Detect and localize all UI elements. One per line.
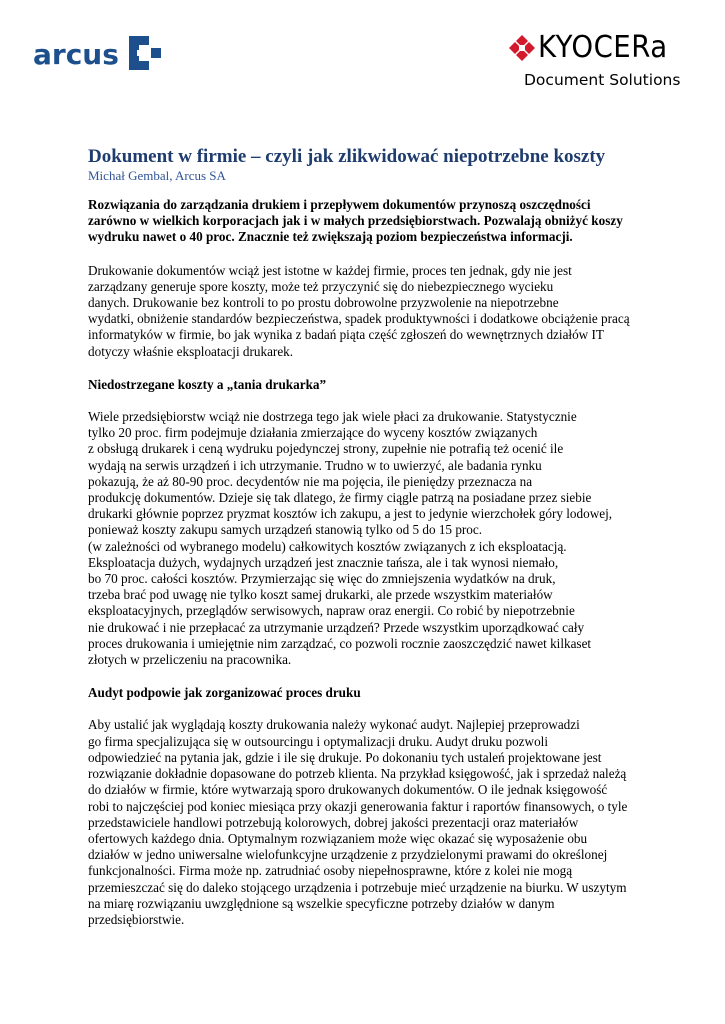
text-line: pokazują, że aż 80-90 proc. decydentów nie ma pojęcia, ile pieniędzy przeznacza na (88, 473, 533, 489)
text-line: zarządzany generuje spore koszty, może też przyczynić się do niebezpiecznego wycieku (88, 278, 554, 294)
text-line: zarówno w wielkich korporacjach jak i w małych przedsiębiorstwach. Pozwalają obniżyć koszy (88, 213, 623, 229)
arcus-logo-text: arcus (33, 38, 119, 71)
text-line: nie drukować i nie przepłacać za utrzymanie urządzeń? Przede wszystkim uporządkować cały (88, 619, 585, 635)
text-line: na miarę rozwiązaniu uwzględnione są wszelkie specyficzne potrzeby działów w danym (88, 895, 555, 911)
text-line: do działów w firmie, które wytwarzają sporo drukowanych dokumentów. O ile jednak księgowość (88, 782, 608, 798)
text-line: produkcję dokumentów. Dzieje się tak dlatego, że firmy ciągle patrzą na posiadane przez siebie (88, 490, 592, 506)
text-line: Aby ustalić jak wyglądają koszty drukowania należy wykonać audyt. Najlepiej przeprowadzi (88, 717, 580, 733)
text-line: drukarki głównie poprzez pryzmat kosztów ich zakupu, a jest to jedynie wierzchołek góry lodowej, (88, 506, 613, 522)
text-line: eksploatacyjnych, przeglądów serwisowych, napraw oraz energii. Co robić by niepotrzebnie (88, 603, 575, 619)
kyocera-wordmark: KYOCERa (538, 30, 668, 65)
section-heading-audit: Audyt podpowie jak zorganizować proces druku (88, 685, 361, 701)
text-line: dotyczy właśnie eksploatacji drukarek. (88, 343, 294, 359)
text-line: działów w jedno uniwersalne wielofunkcyjne urządzenie z przydzielonymi prawami do określonej (88, 847, 608, 863)
text-line: bo 70 proc. całości kosztów. Przymierzając się więc do zmniejszenia wydatków na druk, (88, 571, 556, 587)
text-line: (w zależności od wybranego modelu) całkowitych kosztów związanych z ich eksploatacją. (88, 538, 567, 554)
text-line: ofertowych każdego dnia. Optymalnym rozwiązaniem może więc okazać się wyposażenie obu (88, 830, 588, 846)
text-line: Eksploatacja dużych, wydajnych urządzeń jest znacznie tańsza, ale i tak wynosi niemało, (88, 554, 559, 570)
text-line: odpowiedzieć na pytania jak, gdzie i ile się drukuje. Po dokonaniu tych ustaleń projektowane jest (88, 749, 602, 765)
text-line: rozwiązanie dokładnie dopasowane do potrzeb klienta. Na przykład księgowość, jak i sprzedaż należą (88, 766, 627, 782)
paragraph-intro (88, 263, 648, 360)
text-line: Drukowanie dokumentów wciąż jest istotne w każdej firmie, proces ten jednak, gdy nie jest (88, 262, 572, 278)
text-line: trzeba brać pod uwagę nie tylko koszt samej drukarki, ale przede wszystkim materiałów (88, 587, 553, 603)
text-line: ponieważ koszty zakupu samych urządzeń stanowią tylko od 5 do 15 proc. (88, 522, 483, 538)
text-line: wydatki, obniżenie standardów bezpieczeństwa, spadek produktywności i dodatkowe obciążenie pracą (88, 311, 630, 327)
page-header (0, 0, 725, 110)
text-line: robi to najczęściej pod koniec miesiąca przy okazji generowania faktur i raportów finansowych, o tyle (88, 798, 628, 814)
arcus-logo (33, 28, 163, 78)
paragraph-audit (88, 717, 648, 928)
kyocera-mark-icon (508, 34, 536, 62)
kyocera-logo (508, 30, 683, 92)
paragraph-costs (88, 409, 648, 668)
text-line: przemieszczać się do daleko stojącego urządzenia i potrzebuje mieć urządzenie na biurku. W uszytym (88, 879, 627, 895)
text-line: informatyków w firmie, bo jak wynika z badań piąta część zgłoszeń do wewnętrznych działów IT (88, 327, 604, 343)
text-line: Wiele przedsiębiorstw wciąż nie dostrzega tego jak wiele płaci za drukowanie. Statystycznie (88, 409, 577, 425)
text-line: tylko 20 proc. firm podejmuje działania zmierzające do wyceny kosztów związanych (88, 425, 538, 441)
text-line: Rozwiązania do zarządzania drukiem i przepływem dokumentów przynoszą oszczędności (88, 197, 591, 212)
text-line: przedsiębiorstwie. (88, 911, 185, 927)
text-line: przedstawiciele handlowi potrzebują kolorowych, dobrej jakości prezentacji oraz materiałów (88, 814, 579, 830)
text-line: wydruku nawet o 40 proc. Znacznie też zwiększają poziom bezpieczeństwa informacji. (88, 229, 573, 245)
text-line: proces drukowania i umiejętnie nim zarządzać, co pozwoli rocznie zaoszczędzić nawet kilkaset (88, 635, 592, 651)
text-line: złotych w przeliczeniu na pracownika. (88, 652, 292, 668)
text-line: go firma specjalizująca się w outsourcingu i optymalizacji druku. Audyt druku pozwoli (88, 733, 548, 749)
section-heading-costs: Niedostrzegane koszty a „tania drukarka” (88, 376, 327, 392)
text-line: funkcjonalności. Firma może np. zatrudniać osoby niepełnosprawne, które z kolei nie mogą (88, 863, 573, 879)
kyocera-subtitle: Document Solutions (524, 71, 681, 89)
document-body (88, 146, 648, 928)
document-author: Michał Gembal, Arcus SA (88, 168, 226, 183)
lead-paragraph (88, 197, 648, 246)
document-title: Dokument w firmie – czyli jak zlikwidować niepotrzebne koszty (88, 146, 606, 167)
text-line: danych. Drukowanie bez kontroli to po prostu dobrowolne przyzwolenie na niepotrzebne (88, 295, 559, 311)
text-line: wydają na serwis urządzeń i ich utrzymanie. Trudno w to uwierzyć, ale badania rynku (88, 457, 542, 473)
text-line: z obsługą drukarek i ceną wydruku pojedynczej strony, zupełnie nie potrafią też ocenić ile (88, 441, 564, 457)
